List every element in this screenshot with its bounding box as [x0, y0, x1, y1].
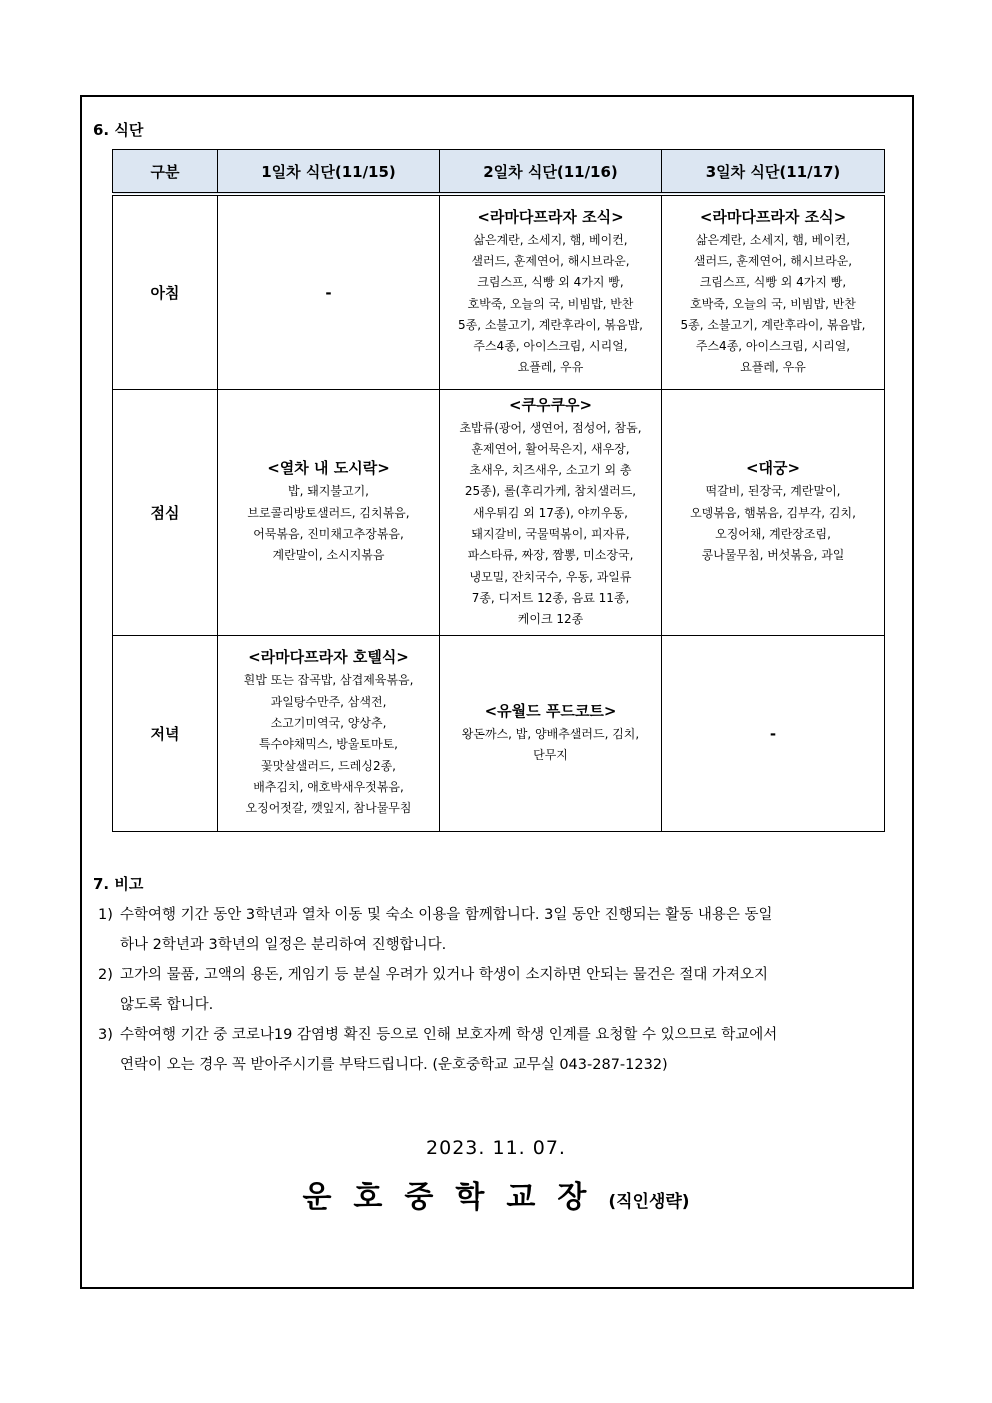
- menu-line: 돼지갈비, 국물떡볶이, 피자류,: [471, 527, 630, 541]
- menu-line: 삶은계란, 소세지, 햄, 베이컨,: [473, 232, 628, 247]
- menu-line: 주스4종, 아이스크림, 시리얼,: [473, 339, 628, 354]
- menu-line: 크림스프, 식빵 외 4가지 빵,: [699, 275, 847, 290]
- menu-line: 샐러드, 훈제연어, 해시브라운,: [693, 254, 853, 268]
- note-text-continuation: 하나 2학년과 3학년의 일정은 분리하여 진행합니다.: [120, 937, 447, 953]
- section-6-title: 6. 식단: [93, 121, 144, 139]
- meal-cell-dinner-day3: [662, 635, 885, 831]
- empty-dash: -: [325, 283, 332, 302]
- menu-line: 새우튀김 외 17종), 야끼우동,: [473, 505, 628, 520]
- meal-venue-title: <라마다프라자 조식>: [477, 207, 624, 226]
- section-7-title: 7. 비고: [93, 875, 144, 893]
- menu-line: 냉모밀, 잔치국수, 우동, 과일류: [469, 569, 632, 584]
- table-row-dinner: [113, 635, 885, 831]
- meal-menu-items: [443, 724, 658, 767]
- signer-name: 운호중학교장: [302, 1180, 609, 1215]
- menu-line: 단무지: [533, 748, 568, 762]
- header-day3: 3일차 식단(11/17): [662, 150, 885, 195]
- menu-line: 초새우, 치즈새우, 소고기 외 총: [469, 463, 632, 478]
- meal-cell-breakfast-day2: [440, 194, 662, 389]
- meal-menu-items: [665, 481, 881, 566]
- menu-line: 계란말이, 소시지볶음: [272, 548, 385, 563]
- menu-line: 5종, 소불고기, 계란후라이, 볶음밥,: [457, 317, 644, 332]
- menu-line: 배추김치, 애호박새우젓볶음,: [253, 779, 404, 794]
- notes-list: [98, 900, 904, 1080]
- meal-venue-title: <열차 내 도시락>: [267, 459, 390, 478]
- header-category: 구분: [113, 150, 218, 195]
- meal-cell-dinner-day2: [440, 635, 662, 831]
- meal-cell-breakfast-day1: [218, 194, 440, 389]
- menu-line: 초밥류(광어, 생연어, 점성어, 참돔,: [459, 420, 642, 435]
- menu-line: 훈제연어, 활어묵은지, 새우장,: [471, 441, 630, 456]
- note-item: [98, 960, 904, 1020]
- meal-menu-items: [221, 481, 436, 566]
- note-item: [98, 1020, 904, 1080]
- menu-line: 파스타류, 짜장, 짬뽕, 미소장국,: [467, 548, 634, 563]
- menu-line: 요플레, 우유: [740, 360, 806, 375]
- menu-line: 떡갈비, 된장국, 계란말이,: [705, 484, 841, 499]
- note-number: 2): [98, 967, 113, 983]
- menu-line: 특수야채믹스, 방울토마토,: [259, 737, 398, 752]
- meal-menu-items: [665, 230, 881, 379]
- row-label-dinner: 저녁: [113, 635, 218, 831]
- meal-venue-title: <쿠우쿠우>: [508, 395, 593, 414]
- note-number: 1): [98, 907, 113, 923]
- menu-line: 오징어젓갈, 깻잎지, 참나물무침: [245, 801, 412, 816]
- meal-venue-title: <라마다프라자 조식>: [699, 207, 847, 226]
- menu-line: 오뎅볶음, 햄볶음, 김부각, 김치,: [690, 505, 856, 520]
- row-label-lunch: 점심: [113, 389, 218, 635]
- meal-venue-title: <대궁>: [745, 459, 801, 478]
- header-day2: 2일차 식단(11/16): [440, 150, 662, 195]
- menu-line: 왕돈까스, 밥, 양배추샐러드, 김치,: [461, 726, 640, 741]
- menu-line: 주스4종, 아이스크림, 시리얼,: [695, 339, 851, 354]
- header-day1: 1일차 식단(11/15): [218, 150, 440, 195]
- signature-line: [0, 1172, 992, 1216]
- note-number: 3): [98, 1027, 113, 1043]
- menu-line: 25종), 롤(후리가케, 참치샐러드,: [464, 484, 637, 499]
- meal-cell-lunch-day3: [662, 389, 885, 635]
- menu-line: 브로콜리방토샐러드, 김치볶음,: [247, 505, 410, 520]
- menu-line: 오징어채, 계란장조림,: [715, 527, 831, 541]
- meal-cell-breakfast-day3: [662, 194, 885, 389]
- menu-line: 콩나물무침, 버섯볶음, 과일: [701, 548, 845, 563]
- menu-line: 요플레, 우유: [517, 360, 584, 375]
- menu-line: 밥, 돼지불고기,: [288, 484, 369, 499]
- menu-line: 과일탕수만주, 삼색전,: [270, 694, 387, 709]
- menu-line: 호박죽, 오늘의 국, 비빔밥, 반찬: [690, 296, 856, 311]
- meal-cell-lunch-day1: [218, 389, 440, 635]
- table-header-row: [113, 150, 885, 195]
- note-text-first-line: 수학여행 기간 동안 3학년과 열차 이동 및 숙소 이용을 함께합니다. 3일 동안 진행되는 활동 내용은 동일: [120, 907, 773, 923]
- row-label-breakfast: 아침: [113, 194, 218, 389]
- meal-cell-lunch-day2: [440, 389, 662, 635]
- table-row-breakfast: [113, 194, 885, 389]
- meal-table: [112, 149, 885, 832]
- note-item: [98, 900, 904, 960]
- menu-line: 케이크 12종: [517, 612, 584, 627]
- meal-menu-items: [443, 230, 658, 379]
- meal-menu-items: [221, 670, 436, 819]
- menu-line: 소고기미역국, 양상추,: [270, 716, 387, 731]
- menu-line: 어묵볶음, 진미채고추장볶음,: [253, 527, 404, 541]
- menu-line: 5종, 소불고기, 계란후라이, 볶음밥,: [680, 317, 866, 332]
- menu-line: 크림스프, 식빵 외 4가지 빵,: [477, 275, 624, 290]
- meal-menu-items: [443, 418, 658, 631]
- note-text-first-line: 수학여행 기간 중 코로나19 감염병 확진 등으로 인해 보호자께 학생 인계를 요청할 수 있으므로 학교에서: [120, 1027, 778, 1043]
- menu-line: 샐러드, 훈제연어, 해시브라운,: [471, 254, 630, 268]
- note-text-first-line: 고가의 물품, 고액의 용돈, 게임기 등 분실 우려가 있거나 학생이 소지하면 안되는 물건은 절대 가져오지: [120, 967, 769, 983]
- meal-venue-title: <유월드 푸드코트>: [484, 701, 617, 720]
- menu-line: 삶은계란, 소세지, 햄, 베이컨,: [695, 232, 851, 247]
- menu-line: 흰밥 또는 잡곡밥, 삼겹제육볶음,: [243, 673, 414, 688]
- meal-cell-dinner-day1: [218, 635, 440, 831]
- note-text-continuation: 연락이 오는 경우 꼭 받아주시기를 부탁드립니다. (운호중학교 교무실 043-287-1232): [120, 1057, 668, 1073]
- seal-omitted-note: (직인생략): [608, 1192, 690, 1212]
- meal-venue-title: <라마다프라자 호텔식>: [248, 648, 409, 667]
- document-date: 2023. 11. 07.: [426, 1137, 566, 1159]
- empty-dash: -: [769, 724, 777, 743]
- menu-line: 꽃맛살샐러드, 드레싱2종,: [261, 758, 396, 773]
- menu-line: 호박죽, 오늘의 국, 비빔밥, 반찬: [467, 296, 634, 311]
- note-text-continuation: 않도록 합니다.: [120, 997, 214, 1013]
- menu-line: 7종, 디저트 12종, 음료 11종,: [471, 590, 630, 605]
- table-row-lunch: [113, 389, 885, 635]
